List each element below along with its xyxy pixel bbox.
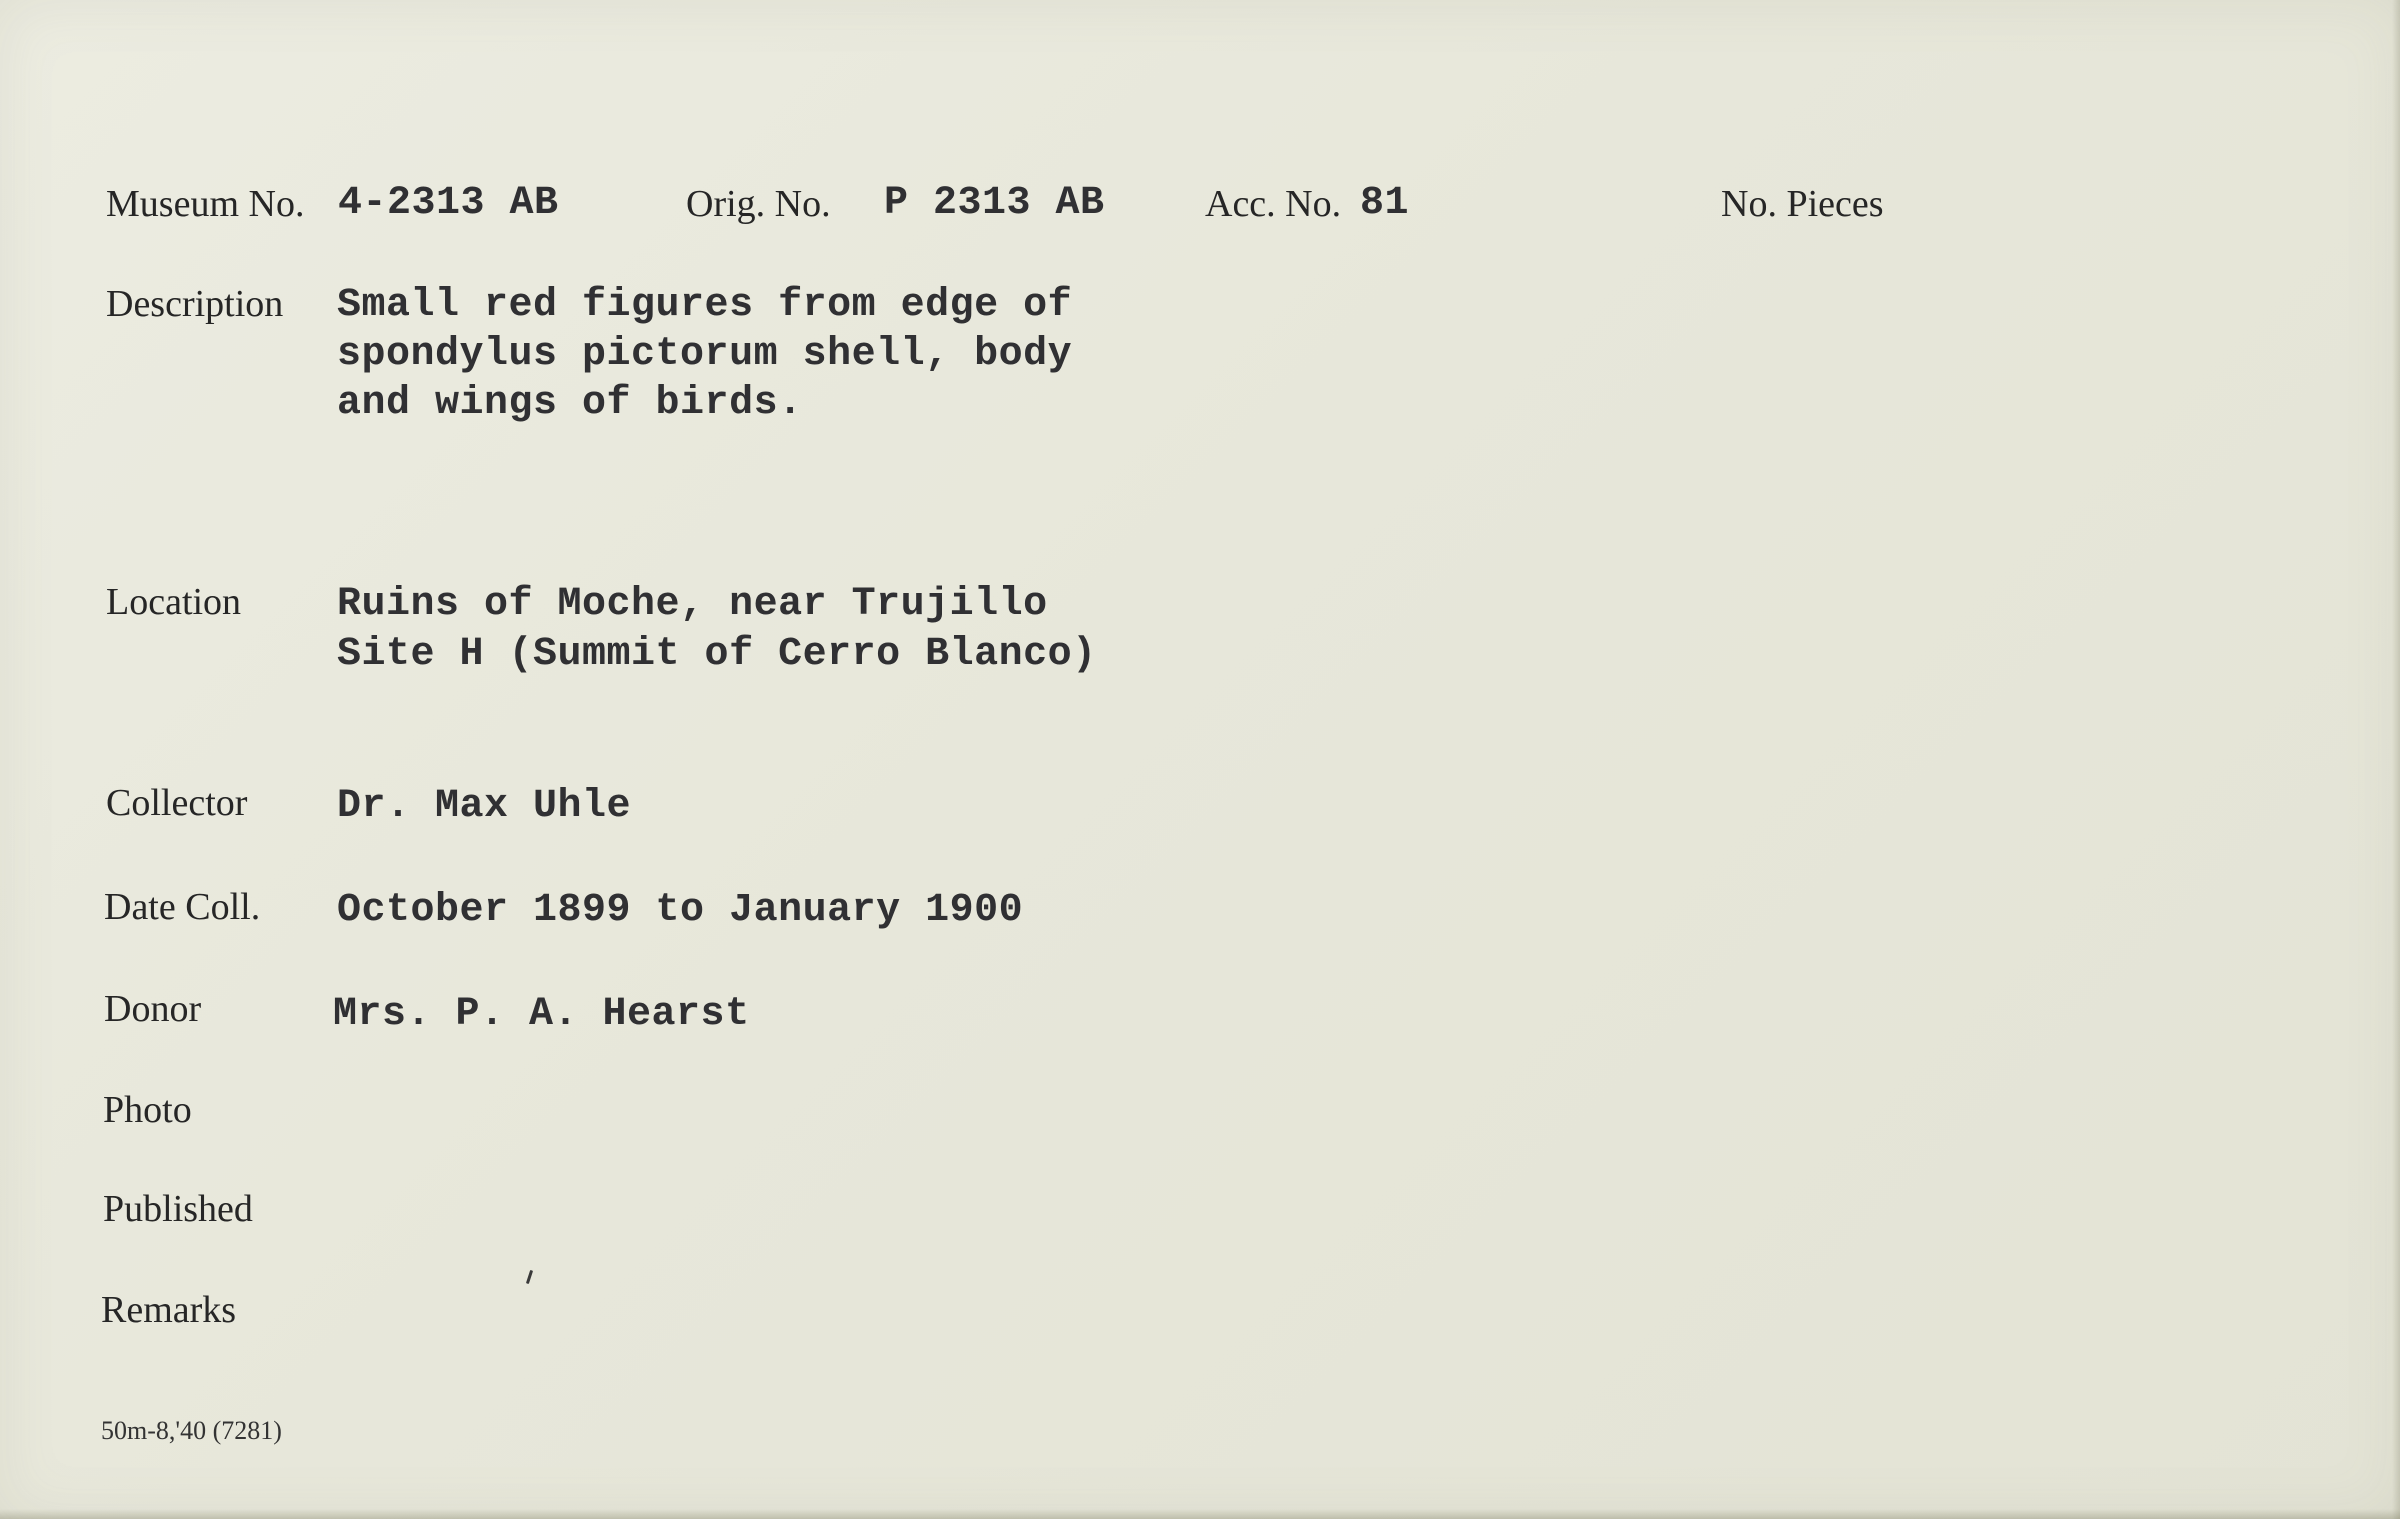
collector-label: Collector — [106, 782, 248, 824]
donor-value: Mrs. P. A. Hearst — [333, 992, 750, 1037]
description-line: and wings of birds. — [337, 381, 803, 426]
description-line: Small red figures from edge of — [337, 283, 1073, 328]
date-coll-value: October 1899 to January 1900 — [337, 888, 1024, 933]
collector-value: Dr. Max Uhle — [337, 784, 632, 829]
location-label: Location — [106, 581, 242, 623]
no-pieces-label: No. Pieces — [1721, 183, 1884, 225]
orig-no-value: P 2313 AB — [884, 181, 1105, 226]
location-line: Ruins of Moche, near Trujillo — [337, 582, 1048, 627]
published-label: Published — [103, 1188, 253, 1230]
date-coll-label: Date Coll. — [104, 886, 261, 928]
card-edge-shadow-bottom — [0, 1509, 2400, 1519]
card-edge-shadow-right — [2392, 0, 2400, 1519]
donor-label: Donor — [104, 988, 202, 1030]
photo-label: Photo — [103, 1089, 192, 1131]
museum-no-label: Museum No. — [106, 183, 305, 225]
description-value — [337, 283, 1073, 433]
orig-no-label: Orig. No. — [686, 183, 831, 225]
description-label: Description — [106, 283, 284, 325]
description-line: spondylus pictorum shell, body — [337, 332, 1073, 377]
location-line: Site H (Summit of Cerro Blanco) — [337, 632, 1097, 677]
acc-no-label: Acc. No. — [1205, 183, 1342, 225]
print-code: 50m-8,'40 (7281) — [101, 1416, 282, 1445]
remarks-label: Remarks — [101, 1289, 237, 1331]
museum-no-value: 4-2313 AB — [338, 181, 559, 226]
ink-speck — [526, 1270, 533, 1284]
location-value — [337, 582, 1097, 685]
acc-no-value: 81 — [1360, 181, 1410, 226]
